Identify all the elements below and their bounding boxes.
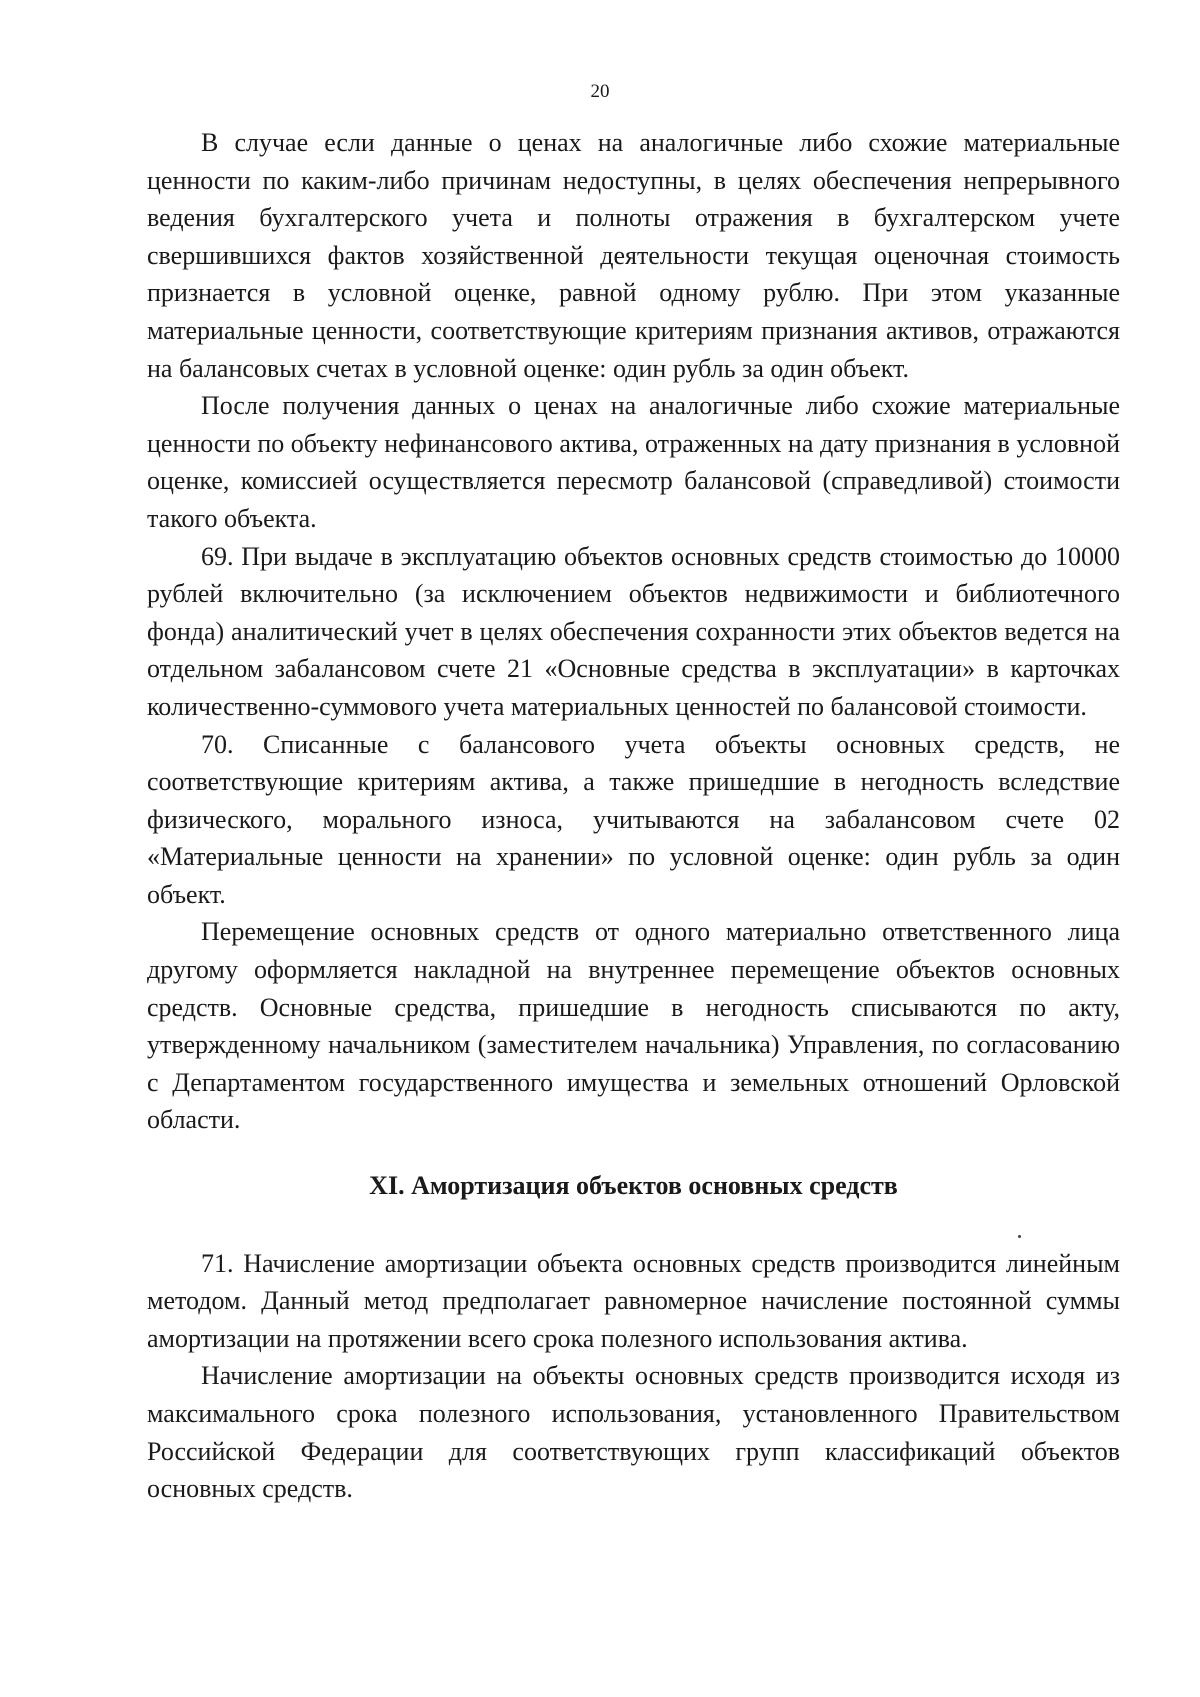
document-body (147, 124, 1120, 1508)
paragraph-depreciation-period: Начисление амортизации на объекты основных средств производится исходя из максимального срока полезного использования, установленного Правительством Российской Федерации для соответствующих групп классификаций объектов основных средств. (147, 1361, 1120, 1504)
paragraph-asset-transfer: Перемещение основных средств от одного материально ответственного лица другому оформляется накладной на внутреннее перемещение объектов основных средств. Основные средства, пришедшие в негодность списываются по акту, утвержденному начальником (заместителем начальника) Управления, по согласованию с Департаментом государственного имущества и земельных отношений Орловской области. (147, 917, 1120, 1135)
page-number: 20 (590, 81, 610, 102)
section-heading-depreciation: XI. Амортизация объектов основных средств (369, 1171, 898, 1201)
paragraph-item-70: 70. Списанные с балансового учета объекты основных средств, не соответствующие критериям актива, а также пришедшие в негодность вследствие физического, морального износа, учитываются на забалансовом счете 02 «Материальные ценности на хранении» по условной оценке: один рубль за один объект. (147, 729, 1120, 909)
paragraph-price-data-revision: После получения данных о ценах на аналогичные либо схожие материальные ценности по объекту нефинансового актива, отраженных на дату признания в условной оценке, комиссией осуществляется пересмотр балансовой (справедливой) стоимости такого объекта. (147, 391, 1120, 533)
paragraph-item-71: 71. Начисление амортизации объекта основных средств производится линейным методом. Данный метод предполагает равномерное начисление постоянной суммы амортизации на протяжении всего срока полезного использования актива. (147, 1248, 1120, 1353)
scan-speck (1018, 1235, 1021, 1238)
paragraph-conditional-valuation: В случае если данные о ценах на аналогичные либо схожие материальные ценности по каким-либо причинам недоступны, в целях обеспечения непрерывного ведения бухгалтерского учета и полноты отражения в бухгалтерском учете свершившихся фактов хозяйственной деятельности текущая оценочная стоимость признается в условной оценке, равной одному рублю. При этом указанные материальные ценности, соответствующие критериям признания активов, отражаются на балансовых счетах в условной оценке: один рубль за один объект. (147, 128, 1120, 383)
paragraph-item-69: 69. При выдаче в эксплуатацию объектов основных средств стоимостью до 10000 рублей включительно (за исключением объектов недвижимости и библиотечного фонда) аналитический учет в целях обеспечения сохранности этих объектов ведется на отдельном забалансовом счете 21 «Основные средства в эксплуатации» в карточках количественно-суммового учета материальных ценностей по балансовой стоимости. (147, 541, 1120, 721)
